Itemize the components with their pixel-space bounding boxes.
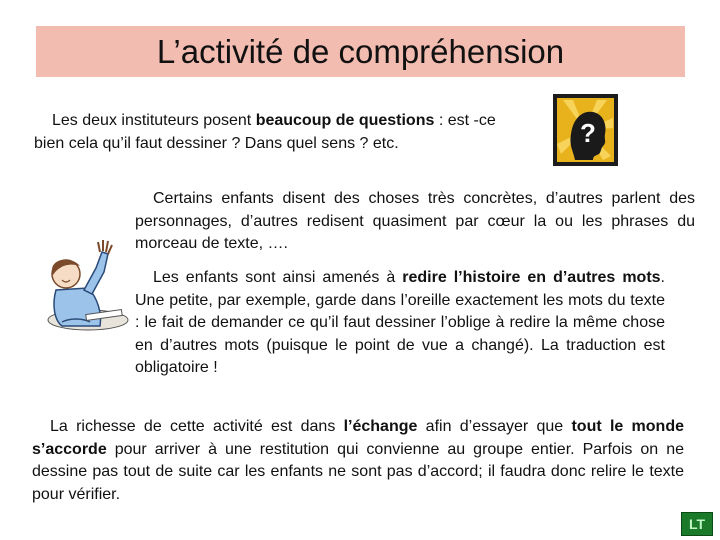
title-bar [36, 26, 685, 77]
p1-bold: beaucoup de questions [255, 112, 435, 129]
lt-nav-button[interactable]: LT [681, 512, 713, 536]
question-head-icon [553, 94, 618, 166]
p3-bold: redire l’histoire en d’autres mots [402, 269, 661, 286]
p1-text-start: Les deux instituteurs posent [52, 112, 256, 129]
p4-text-3: pour arriver à une restitution qui convienne au groupe entier. Parfois on ne dessine pas tout de suite car les enfants ne sont pas d’accord; il faudra donc relire le texte pour vérifier. [32, 440, 684, 503]
paragraph-children-say [135, 188, 695, 256]
p4-text-1: La richesse de cette activité est dans [50, 418, 344, 435]
p1-text-end: : est -ce bien cela qu’il faut dessiner ? Dans quel sens ? etc. [34, 112, 496, 152]
paragraph-retell-story [135, 267, 665, 380]
p3-text-start: Les enfants sont ainsi amenés à [153, 269, 403, 286]
paragraph-questions [34, 110, 526, 155]
svg-text:?: ? [580, 118, 596, 148]
page-title: L’activité de compréhension [156, 32, 565, 70]
p4-bold-2: tout le monde s’accorde [32, 418, 685, 458]
paragraph-exchange [32, 416, 684, 506]
p2-text: Certains enfants disent des choses très concrètes, d’autres parlent des personnages, d’autres redisent quasiment par cœur la ou les phrases du morceau de texte, …. [135, 190, 695, 252]
p3-text-end: . Une petite, par exemple, garde dans l’oreille exactement les mots du texte : le fait de demander ce qu’il faut dessiner l’oblige à redire la même chose en d’autres mots (puisque le point de vue a changé). La traduction est obligatoire ! [135, 269, 665, 376]
p4-text-2: afin d’essayer que [417, 418, 572, 435]
student-raising-hand-icon [26, 232, 134, 344]
p4-bold-1: l’échange [343, 418, 418, 435]
